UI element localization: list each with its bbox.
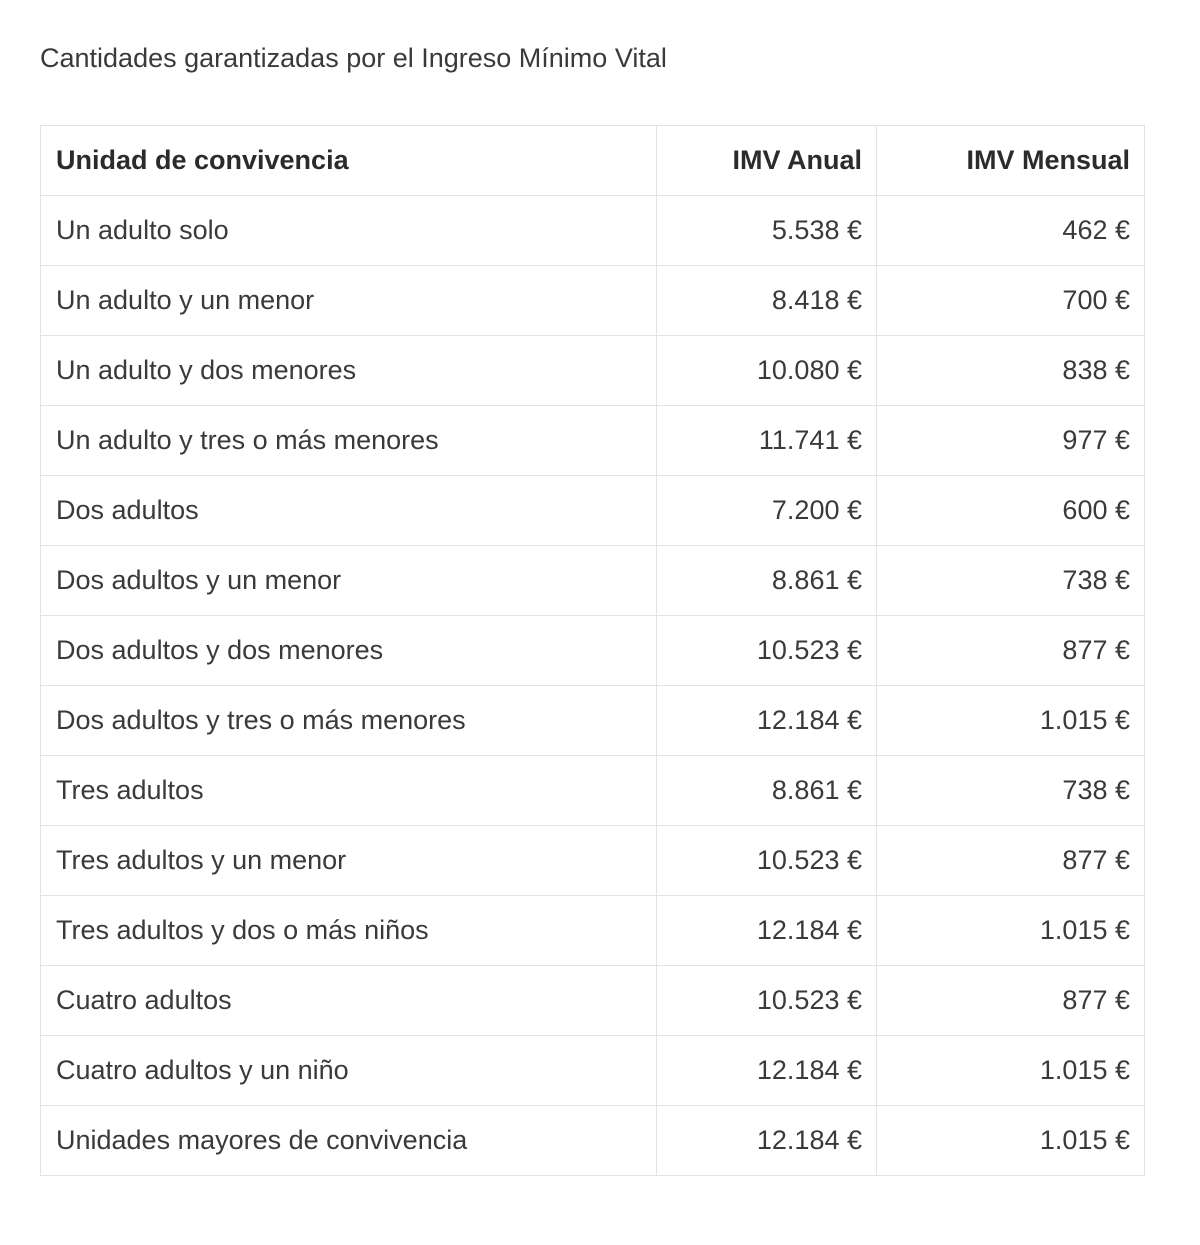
table-header-row <box>41 126 1145 196</box>
imv-amounts-table <box>40 125 1145 1176</box>
table-row <box>41 1036 1145 1106</box>
cell-annual: 8.861 € <box>657 756 877 826</box>
cell-unit: Dos adultos y un menor <box>41 546 657 616</box>
table-row <box>41 616 1145 686</box>
cell-annual: 10.523 € <box>657 826 877 896</box>
table-row <box>41 546 1145 616</box>
cell-monthly: 462 € <box>877 196 1145 266</box>
cell-unit: Un adulto y dos menores <box>41 336 657 406</box>
table-row <box>41 196 1145 266</box>
cell-monthly: 977 € <box>877 406 1145 476</box>
table-row <box>41 686 1145 756</box>
cell-annual: 11.741 € <box>657 406 877 476</box>
cell-unit: Tres adultos <box>41 756 657 826</box>
table-row <box>41 826 1145 896</box>
cell-annual: 7.200 € <box>657 476 877 546</box>
header-monthly: IMV Mensual <box>877 126 1145 196</box>
table-row <box>41 476 1145 546</box>
cell-monthly: 600 € <box>877 476 1145 546</box>
cell-annual: 5.538 € <box>657 196 877 266</box>
cell-annual: 8.418 € <box>657 266 877 336</box>
cell-monthly: 1.015 € <box>877 896 1145 966</box>
cell-unit: Dos adultos y tres o más menores <box>41 686 657 756</box>
cell-unit: Tres adultos y un menor <box>41 826 657 896</box>
cell-unit: Unidades mayores de convivencia <box>41 1106 657 1176</box>
cell-unit: Cuatro adultos <box>41 966 657 1036</box>
cell-monthly: 838 € <box>877 336 1145 406</box>
cell-unit: Dos adultos y dos menores <box>41 616 657 686</box>
cell-annual: 12.184 € <box>657 1036 877 1106</box>
cell-unit: Un adulto solo <box>41 196 657 266</box>
cell-monthly: 700 € <box>877 266 1145 336</box>
table-row <box>41 966 1145 1036</box>
cell-monthly: 1.015 € <box>877 1106 1145 1176</box>
table-row <box>41 896 1145 966</box>
table-row <box>41 1106 1145 1176</box>
cell-annual: 10.523 € <box>657 616 877 686</box>
cell-monthly: 877 € <box>877 826 1145 896</box>
cell-monthly: 877 € <box>877 616 1145 686</box>
table-row <box>41 406 1145 476</box>
cell-monthly: 738 € <box>877 756 1145 826</box>
cell-unit: Cuatro adultos y un niño <box>41 1036 657 1106</box>
cell-unit: Un adulto y tres o más menores <box>41 406 657 476</box>
cell-annual: 10.523 € <box>657 966 877 1036</box>
cell-annual: 12.184 € <box>657 1106 877 1176</box>
cell-unit: Tres adultos y dos o más niños <box>41 896 657 966</box>
header-unit: Unidad de convivencia <box>41 126 657 196</box>
table-row <box>41 266 1145 336</box>
cell-monthly: 1.015 € <box>877 686 1145 756</box>
cell-annual: 12.184 € <box>657 686 877 756</box>
header-annual: IMV Anual <box>657 126 877 196</box>
cell-annual: 12.184 € <box>657 896 877 966</box>
cell-annual: 10.080 € <box>657 336 877 406</box>
cell-monthly: 1.015 € <box>877 1036 1145 1106</box>
cell-unit: Dos adultos <box>41 476 657 546</box>
table-row <box>41 336 1145 406</box>
cell-unit: Un adulto y un menor <box>41 266 657 336</box>
cell-monthly: 877 € <box>877 966 1145 1036</box>
cell-monthly: 738 € <box>877 546 1145 616</box>
table-row <box>41 756 1145 826</box>
table-caption: Cantidades garantizadas por el Ingreso Mínimo Vital <box>40 43 667 73</box>
cell-annual: 8.861 € <box>657 546 877 616</box>
